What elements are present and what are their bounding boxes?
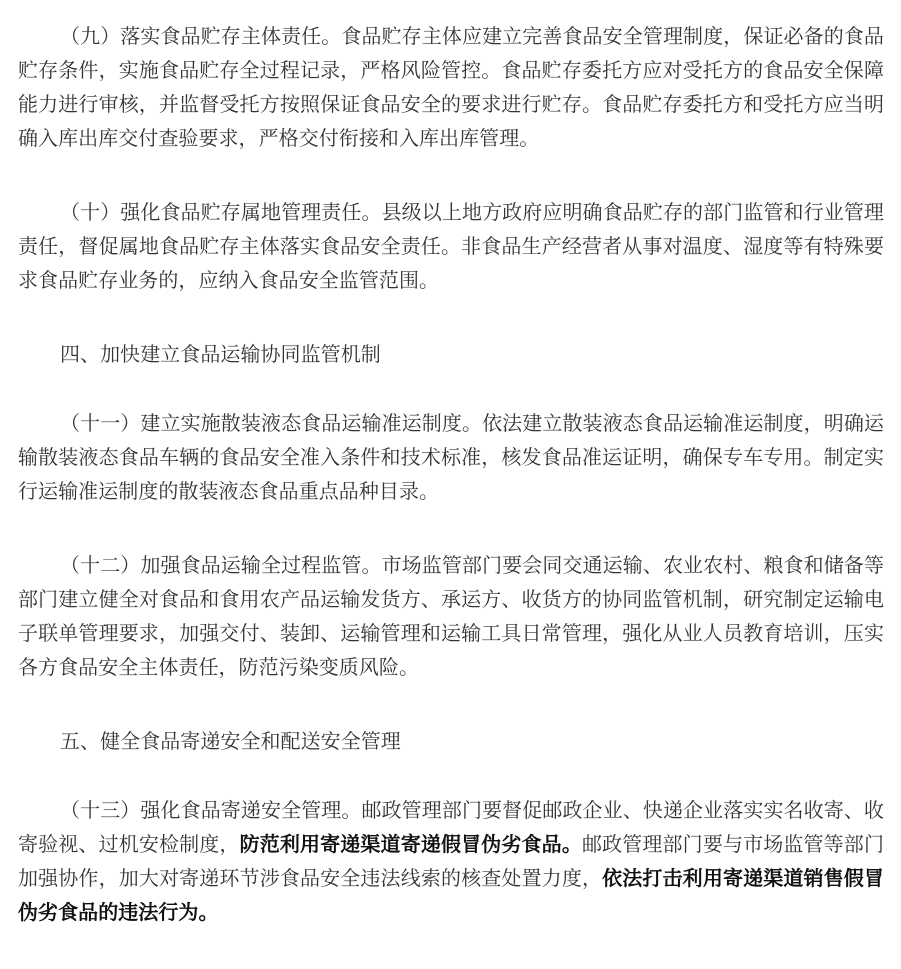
paragraph-item-9: （九）落实食品贮存主体责任。食品贮存主体应建立完善食品安全管理制度，保证必备的食品贮存条件，实施食品贮存全过程记录，严格风险管控。食品贮存委托方应对受托方的食品安全保障能力进行审核，并监督受托方按照保证食品安全的要求进行贮存。食品贮存委托方和受托方应当明确入库出库交付查验要求，严格交付衔接和入库出库管理。 bbox=[18, 24, 884, 150]
article-body bbox=[18, 19, 884, 969]
paragraph-13-bold-2: 依法打击利用寄递渠道销售假冒伪劣食品的违法行为。 bbox=[18, 866, 884, 924]
paragraph-item-12: （十二）加强食品运输全过程监管。市场监管部门要会同交通运输、农业农村、粮食和储备等部门建立健全对食品和食用农产品运输发货方、承运方、收货方的协同监管机制，研究制定运输电子联单管理要求，加强交付、装卸、运输管理和运输工具日常管理，强化从业人员教育培训，压实各方食品安全主体责任，防范污染变质风险。 bbox=[18, 553, 884, 679]
paragraph-13-bold-1: 防范利用寄递渠道寄递假冒伪劣食品。 bbox=[239, 832, 582, 856]
paragraph-item-13 bbox=[18, 793, 884, 929]
section-heading-4: 四、加快建立食品运输协同监管机制 bbox=[60, 342, 381, 366]
paragraph-13-text-1: （十三）强化食品寄递安全管理。邮政管理部门要督促邮政企业、快递企业落实实名收寄、收寄验视、过机安检制度， bbox=[18, 798, 884, 856]
section-heading-5: 五、健全食品寄递安全和配送安全管理 bbox=[60, 729, 401, 753]
paragraph-item-10: （十）强化食品贮存属地管理责任。县级以上地方政府应明确食品贮存的部门监管和行业管理责任，督促属地食品贮存主体落实食品安全责任。非食品生产经营者从事对温度、湿度等有特殊要求食品贮存业务的，应纳入食品安全监管范围。 bbox=[18, 200, 884, 292]
paragraph-item-11: （十一）建立实施散装液态食品运输准运制度。依法建立散装液态食品运输准运制度，明确运输散装液态食品车辆的食品安全准入条件和技术标准，核发食品准运证明，确保专车专用。制定实行运输准运制度的散装液态食品重点品种目录。 bbox=[18, 411, 884, 503]
paragraph-13-text-2: 邮政管理部门要与市场监管等部门加强协作，加大对寄递环节涉食品安全违法线索的核查处置力度， bbox=[18, 832, 884, 890]
